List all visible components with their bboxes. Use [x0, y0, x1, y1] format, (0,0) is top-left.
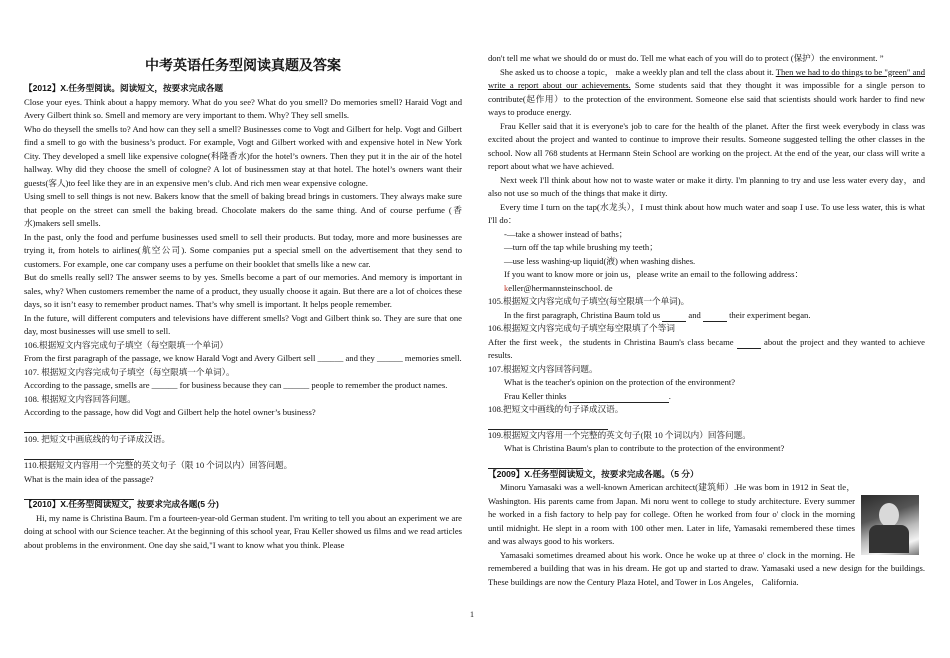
document-title: 中考英语任务型阅读真题及答案 — [145, 57, 341, 73]
paragraph: Yamasaki sometimes dreamed about his work. Once he woke up at three o' clock in the morning. He remembered a building that was in his dream. He got up and started to draw. Yamasaki used a new design for the buildings. These buildings are now the Century Plaza Hotel, and Tower in Los Angeles， California. — [488, 549, 925, 587]
question-108: 108.把短文中画线的句子译成汉语。 — [488, 404, 624, 414]
question-107: 107. 根据短文内容完成句子填空（每空限填一个单词）。 — [24, 366, 235, 377]
section-heading-2009: 【2009】X.任务型阅读短文，按要求完成各题。（5 分） — [488, 468, 699, 479]
paragraph: In the future, will different computers and televisions have different smells? Vogt and Gilbert think so. They are sure that one day, most businesses will use smell to sell. — [24, 312, 462, 336]
section-heading-2010: 【2010】X.任务型阅读短文，按要求完成各题(5 分) — [24, 499, 219, 509]
left-column — [24, 82, 462, 552]
question-106: 106.根据短文内容完成句子填空（每空限填一个单词） — [24, 339, 229, 350]
question-107-text: What is the teacher's opinion on the protection of the environment? — [504, 377, 736, 387]
paragraph: Who do theysell the smells to? And how can they sell a smell? Businesses come to Vogt and Gilbert for help. Vogt and Gilbert find a smell to go with the business’s product. For example, Vogt and Gilbert worked with and expensive hotel in New York City. They developed a smell like expensive cologne(科隆香水)for the hotel’s owners. Then they put it in the air of the hotel hallway. Why did they choose the smell of cologne? A lot of businessmen stay at that hotel. The hotel’s owners want their guests(客人)to feel like they are in an expensive men’s club. And rich men wear expensive cologne. — [24, 123, 462, 188]
page-number: 1 — [470, 610, 474, 619]
email-address: keller@hermannsteinschool. de — [504, 282, 613, 293]
join-note: If you want to know more or join us，please write an email to the following address： — [504, 269, 804, 279]
question-105: 105.根据短文内容完成句子填空(每空限填一个单词)。 — [488, 296, 690, 306]
paragraph: Hi, my name is Christina Baum. I'm a fourteen-year-old German student. I'm writing to tell you about an experiment we are doing at school with our Science teacher. At the beginning of this school year, Frau Keller showed us films and we read articles about problems in the environment. One day she said,"I want to know what you think. Please — [24, 512, 462, 550]
answer-line — [24, 422, 152, 433]
question-106-text: From the first paragraph of the passage, we know Harald Vogt and Avery Gilbert sell ______ and they ______ memories smell. — [24, 353, 462, 363]
question-107-text: According to the passage, smells are ______ for business because they can ______ people to remember the product names. — [24, 380, 448, 390]
question-110: 110.根据短文内容用一个完整的英文句子（限 10 个词以内）回答问题。 — [24, 460, 293, 470]
paragraph: Using smell to sell things is not new. Bakers know that the smell of baking bread brings in customers. They always make sure that people on the street can smell the baking bread. Chocolate makers do the same thing. And of course perfume (香水)makers sell smells. — [24, 191, 462, 228]
paragraph: Every time I turn on the tap(水龙头），I must think about how much water and soap I use. To use less water, this is what I'll do： — [488, 201, 925, 225]
question-106: 106.根据短文内容完成句子填空每空限填了个等词 — [488, 323, 675, 333]
question-107: 107.根据短文内容回答问题。 — [488, 363, 598, 374]
paragraph: In the past, only the food and perfume businesses used smell to sell their products. But today, more and more businesses are trying it, from hotels to airlines(航空公司). Some companies put a special smell on the advertisement that they send to customers. For example, one car company uses a perfume on their booklet that smells like a new car. — [24, 231, 462, 269]
question-108: 108. 根据短文内容回答问题。 — [24, 393, 136, 404]
question-105-text: In the first paragraph, Christina Baum told us and their experiment began. — [488, 309, 925, 323]
paragraph: don't tell me what we should do or must do. Tell me what each of you will do to protect (保护）the environment. ” — [488, 53, 884, 63]
list-item: -—take a shower instead of baths； — [504, 228, 628, 239]
section-heading-2012: 【2012】X.任务型阅读。阅读短文，按要求完成各题 — [24, 83, 224, 93]
architect-photo — [861, 495, 919, 555]
answer-line — [24, 449, 134, 460]
question-109: 109. 把短文中画底线的句子译成汉语。 — [24, 433, 171, 444]
question-107-answer: Frau Keller thinks . — [488, 390, 925, 404]
paragraph: Close your eyes. Think about a happy memory. What do you see? What do you smell? Do memories smell? Haraid Vogt and Avery Gilbert think so. Smell and memory are very important to them. Why? They sell smells. — [24, 96, 462, 120]
question-108-text: According to the passage, how did Vogt and Gilbert help the hotel owner’s business? — [24, 407, 316, 417]
paragraph: But do smells really sell? The answer seems to by yes. Smells become a part of our memories. And memory is important in sales, why? When customers remember the name of a product, they usually choose it again. But there are a lot of choices these days, so it isn’t easy to remember product names. That’s why smell is important. It helps people remember. — [24, 272, 462, 309]
question-109-text: What is Christina Baum's plan to contribute to the protection of the environment? — [504, 443, 785, 453]
list-item: —turn off the tap while brushing my teeth； — [504, 242, 658, 252]
paragraph: Minoru Yamasaki was a well-known American architect(建筑师）.He was bom in 1912 in Seat tle，Washington. His parents came from Japan. Mi noru went to college to study architecture. Every summer he worked in a fish factory to help pay for college. Often he worked from four o' clock in the morning until midnight. He slept in a room with 100 other men. Later in life, Yamasaki remembered these times and was always good to his workers. — [488, 482, 855, 546]
paragraph: She asked us to choose a topic， make a weekly plan and tell the class about it. Then we had to do things to be "green" and write a report about our achievements. Some students said that they thought it was impossible for a single person to contribute(起作用）to the protection of the environment. Someone else said that scientists should work harder to find new ways to produce energy. — [488, 66, 926, 117]
right-column — [488, 52, 925, 589]
underlined-sentence: Then we had to do things to be "green" and write a report about our achievements. — [488, 66, 926, 90]
paragraph: Next week I'll think about how not to waste water or make it dirty. I'm planning to try and use less water every day，and also not use so much of the things that make it dirty. — [488, 174, 925, 198]
paragraph: Frau Keller said that it is everyone's job to care for the health of the planet. After the first week everybody in class was excited about the project and wanted to continue to improve their results. Someone suggested telling the other classes in the school. Now all 768 students at Hermann Stein School are working on the project. At the end of the year, our class will write a report about what we have achieved. — [488, 120, 925, 171]
list-item: —use less washing-up liquid(液) when washing dishes. — [504, 255, 696, 266]
question-109: 109.根据短文内容用一个完整的英文句子(限 10 个词以内）回答问题。 — [488, 429, 751, 440]
question-110-text: What is the main idea of the passage? — [24, 473, 154, 484]
question-106-text: After the first week，the students in Christina Baum's class became about the project and they wanted to achieve results. — [488, 336, 925, 360]
